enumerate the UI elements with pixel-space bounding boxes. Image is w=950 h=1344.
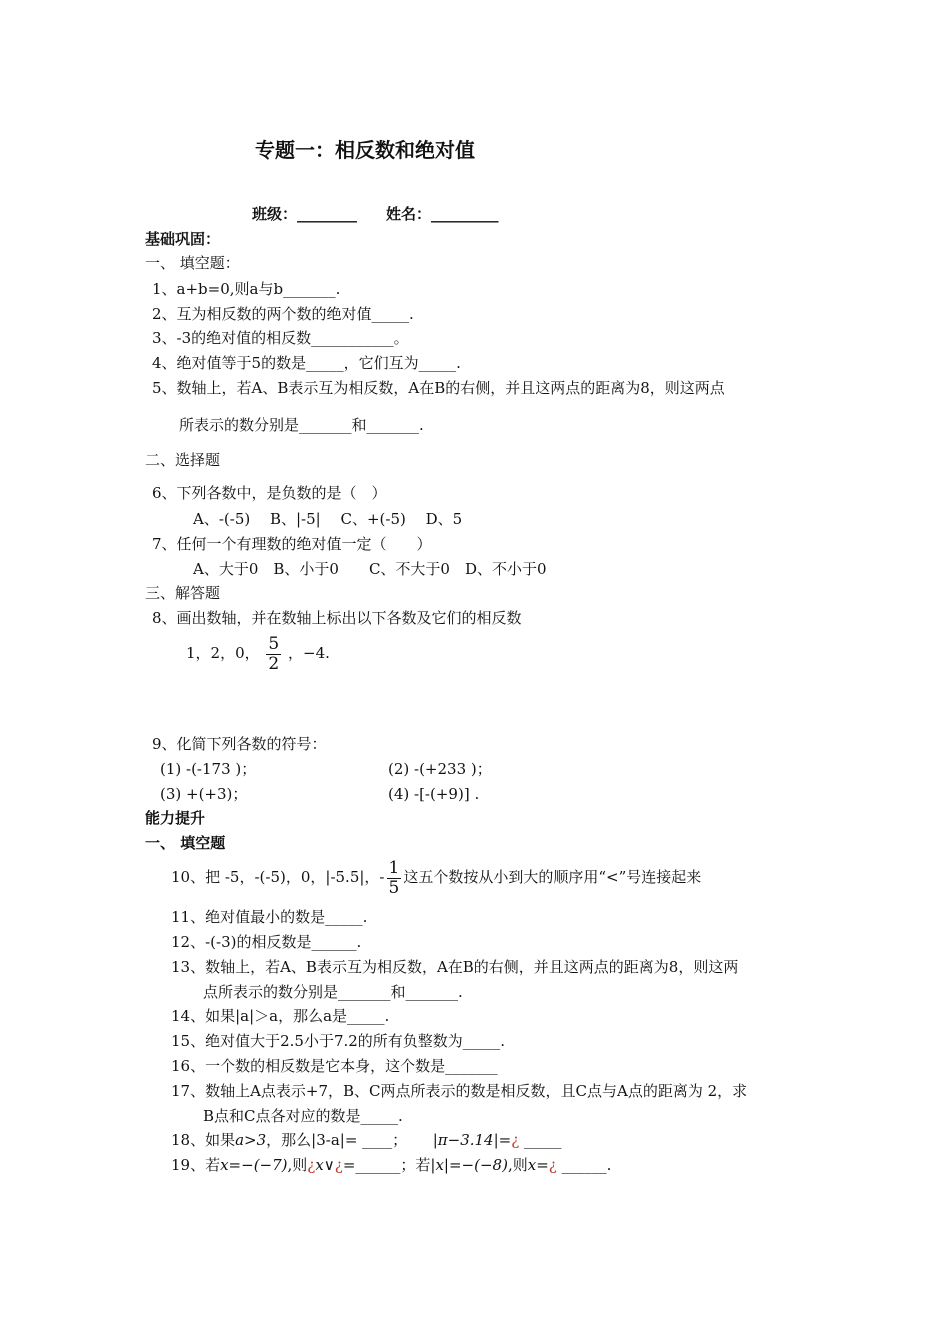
q10-text-b: 这五个数按从小到大的顺序用“<”号连接起来 xyxy=(403,868,702,886)
q8-values-a: 1，2，0， xyxy=(186,644,260,662)
question-9-item-1: (1) -(-173 )； xyxy=(160,760,257,778)
part-answer-heading: 三、解答题 xyxy=(145,584,221,602)
part-fill-blank-heading-2: 一、 填空题 xyxy=(145,834,226,852)
question-4: 4、绝对值等于5的数是_____，它们互为_____. xyxy=(152,354,461,372)
question-19 xyxy=(171,1155,611,1175)
section-heading-advanced: 能力提升 xyxy=(145,809,206,827)
question-9-item-3: (3) +(+3)； xyxy=(160,785,248,803)
question-9-item-4: (4) -[-(+9)] . xyxy=(388,785,480,803)
part-fill-blank-heading: 一、 填空题： xyxy=(145,254,240,272)
question-13-line1: 13、数轴上，若A、B表示互为相反数，A在B的右侧，并且这两点的距离为8，则这两 xyxy=(171,958,739,976)
q8-fraction xyxy=(266,635,281,674)
q19-text-d: ,则 xyxy=(507,1156,528,1174)
part-choice-heading: 二、选择题 xyxy=(145,451,221,469)
question-17-line2: B点和C点各对应的数是_____. xyxy=(203,1107,403,1125)
q19-text-e: ______. xyxy=(556,1156,612,1174)
question-18 xyxy=(171,1130,562,1150)
question-15: 15、绝对值大于2.5小于7.2的所有负整数为_____. xyxy=(171,1032,506,1050)
q19-invalid-glyph-3: ¿ xyxy=(548,1156,557,1174)
q10-text-a: 10、把 -5，-(-5)，0，|-5.5|，- xyxy=(171,868,385,886)
q18-text-b: ，那么|3-a|= ____； xyxy=(266,1131,408,1149)
question-6: 6、下列各数中，是负数的是（ ） xyxy=(152,484,387,502)
question-7-options: A、大于0 B、小于0 C、不大于0 D、不小于0 xyxy=(193,560,547,578)
q19-text-c: =______；若 xyxy=(342,1156,431,1174)
name-label: 姓名：_________ xyxy=(386,205,499,223)
question-1: 1、a+b=0,则a与b_______. xyxy=(152,280,341,298)
class-label: 班级：________ xyxy=(252,205,358,223)
q19-text-b: ,则 xyxy=(287,1156,308,1174)
question-10 xyxy=(171,855,701,899)
question-8: 8、画出数轴，并在数轴上标出以下各数及它们的相反数 xyxy=(152,609,522,627)
q18-invalid-glyph: ¿ xyxy=(511,1131,520,1149)
q18-text-a: 18、如果 xyxy=(171,1131,236,1149)
question-12: 12、-(-3)的相反数是______. xyxy=(171,933,362,951)
question-9-item-2: (2) -(+233 )； xyxy=(388,760,492,778)
question-11: 11、绝对值最小的数是_____. xyxy=(171,908,368,926)
question-17-line1: 17、数轴上A点表示+7，B、C两点所表示的数是相反数，且C点与A点的距离为 2，求 xyxy=(171,1082,748,1100)
q19-math-3: |x|=−(−8) xyxy=(430,1156,508,1174)
section-heading-basic: 基础巩固： xyxy=(145,230,221,248)
q18-text-d: _____ xyxy=(519,1131,562,1149)
q19-text-a: 19、若 xyxy=(171,1156,221,1174)
q19-invalid-glyph-1: ¿ xyxy=(307,1156,316,1174)
question-13-line2: 点所表示的数分别是_______和_______. xyxy=(203,983,463,1001)
question-3: 3、-3的绝对值的相反数___________。 xyxy=(152,329,409,347)
q10-fraction-numerator: 1 xyxy=(388,857,400,878)
q18-pi-expression: |π−3.14|= xyxy=(432,1131,512,1149)
q19-math-1: x=−(−7) xyxy=(220,1156,288,1174)
question-14: 14、如果|a|＞a，那么a是_____. xyxy=(171,1007,390,1025)
q10-fraction-denominator: 5 xyxy=(388,877,400,898)
q19-math-2: x∨ xyxy=(315,1156,335,1174)
q10-fraction xyxy=(387,859,402,898)
question-2: 2、互为相反数的两个数的绝对值_____. xyxy=(152,305,414,323)
question-7: 7、任何一个有理数的绝对值一定（ ） xyxy=(152,535,432,553)
q18-math: a>3 xyxy=(235,1131,267,1149)
q19-math-4: x= xyxy=(527,1156,549,1174)
question-5-line2: 所表示的数分别是_______和_______. xyxy=(179,416,424,434)
q8-fraction-denominator: 2 xyxy=(268,653,280,674)
question-6-options: A、-(-5) B、|-5| C、+(-5) D、5 xyxy=(193,510,463,528)
question-5-line1: 5、数轴上，若A、B表示互为相反数，A在B的右侧，并且这两点的距离为8，则这两点 xyxy=(152,379,725,397)
page-title: 专题一：相反数和绝对值 xyxy=(255,138,475,162)
q19-invalid-glyph-2: ¿ xyxy=(334,1156,343,1174)
q8-values-b: ，−4. xyxy=(288,644,330,662)
q8-fraction-numerator: 5 xyxy=(268,633,280,654)
question-9: 9、化简下列各数的符号： xyxy=(152,735,327,753)
question-16: 16、一个数的相反数是它本身，这个数是_______ xyxy=(171,1057,498,1075)
question-8-values xyxy=(186,632,330,674)
